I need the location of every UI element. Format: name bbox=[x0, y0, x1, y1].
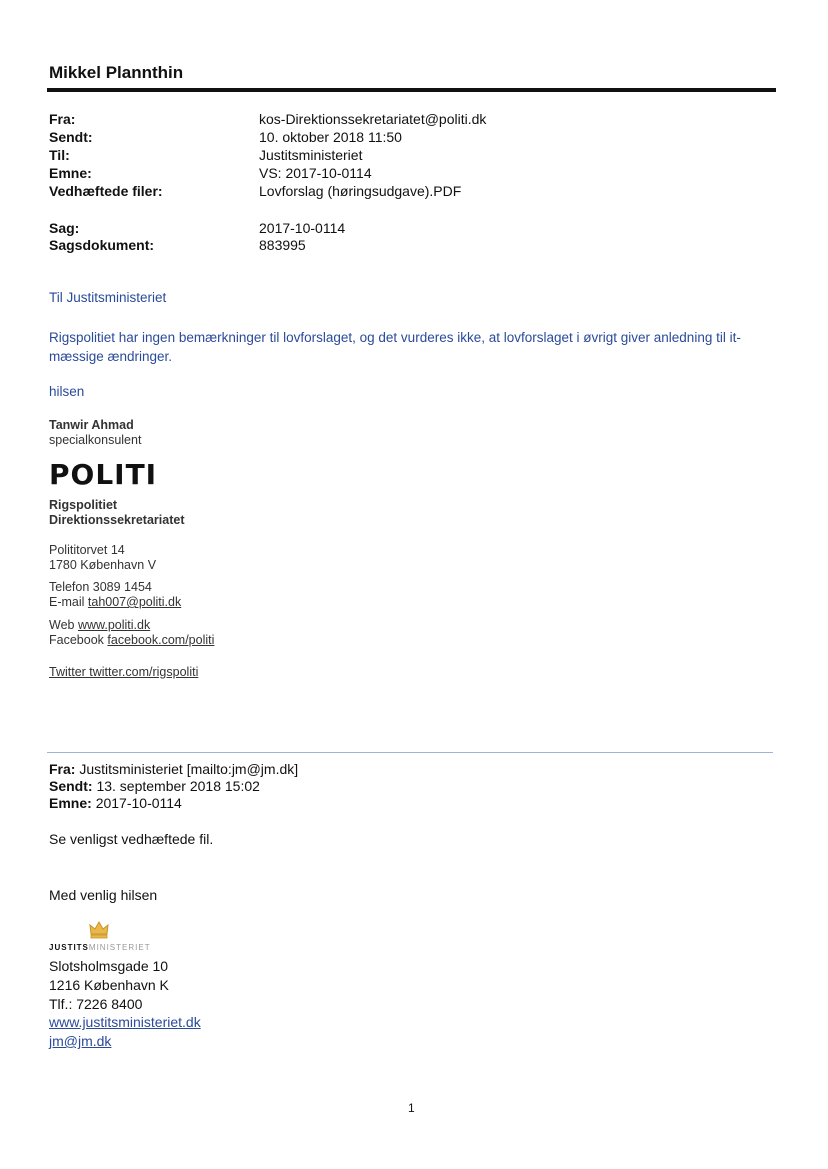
header-label: Til: bbox=[49, 147, 70, 163]
attachment-link[interactable]: Lovforslag (høringsudgave).PDF bbox=[259, 183, 462, 199]
forward-subject-value: 2017-10-0114 bbox=[95, 795, 182, 811]
header-label: Sendt: bbox=[49, 129, 93, 145]
signature-dept: Direktionssekretariatet bbox=[49, 513, 185, 527]
case-doc-value: 883995 bbox=[259, 237, 306, 253]
signature-title: specialkonsulent bbox=[49, 433, 142, 447]
header-label: Fra: bbox=[49, 111, 76, 127]
jm-phone: Tlf.: 7226 8400 bbox=[49, 996, 143, 1012]
header-label: Emne: bbox=[49, 165, 92, 181]
header-row-from bbox=[49, 111, 486, 127]
header-value: 10. oktober 2018 11:50 bbox=[259, 129, 402, 145]
email-link[interactable]: tah007@politi.dk bbox=[87, 595, 182, 609]
owner-name: Mikkel Plannthin bbox=[49, 63, 184, 82]
header-value: VS: 2017-10-0114 bbox=[259, 165, 372, 181]
page-number: 1 bbox=[408, 1101, 415, 1115]
header-row-attachments bbox=[49, 183, 461, 199]
web-link[interactable]: www.politi.dk bbox=[77, 618, 151, 632]
forward-closing: Med venlig hilsen bbox=[49, 887, 158, 903]
jm-email-link[interactable]: jm@jm.dk bbox=[49, 1033, 112, 1049]
header-rule bbox=[47, 88, 776, 92]
signature-city: 1780 København V bbox=[49, 558, 157, 572]
header-value: Justitsministeriet bbox=[259, 147, 363, 163]
message-body: Rigspolitiet har ingen bemærkninger til lovforslaget, og det vurderes ikke, at lovforslaget i øvrigt giver anledning til it-mæssige ændringer. bbox=[49, 330, 741, 364]
signature-org: Rigspolitiet bbox=[49, 498, 118, 512]
politi-logo: POLITI bbox=[49, 458, 158, 491]
signature-facebook-row bbox=[49, 633, 214, 647]
signature-street: Polititorvet 14 bbox=[49, 543, 125, 557]
jm-address-city: 1216 København K bbox=[49, 977, 169, 993]
forward-subject-row bbox=[49, 795, 182, 811]
header-row-sent bbox=[49, 129, 402, 145]
jm-web-link[interactable]: www.justitsministeriet.dk bbox=[49, 1014, 201, 1030]
signature-web-row bbox=[49, 618, 150, 632]
message-closing: hilsen bbox=[49, 384, 85, 399]
header-row-to bbox=[49, 147, 362, 163]
jm-brand-light: MINISTERIET bbox=[88, 943, 151, 952]
signature-email-row bbox=[49, 595, 181, 609]
case-label: Sag: bbox=[49, 220, 80, 236]
forward-from-row bbox=[49, 761, 298, 777]
facebook-prefix: Facebook bbox=[49, 633, 104, 647]
forward-subject-label: Emne: bbox=[49, 795, 92, 811]
jm-brand bbox=[49, 943, 151, 952]
facebook-link[interactable]: facebook.com/politi bbox=[107, 633, 215, 647]
header-label: Vedhæftede filer: bbox=[49, 183, 163, 199]
twitter-link[interactable]: Twitter twitter.com/rigspoliti bbox=[49, 665, 199, 679]
signature-name: Tanwir Ahmad bbox=[49, 418, 134, 432]
web-prefix: Web bbox=[49, 618, 75, 632]
forward-body: Se venligst vedhæftede fil. bbox=[49, 831, 214, 847]
case-doc-label: Sagsdokument: bbox=[49, 237, 155, 253]
case-value: 2017-10-0114 bbox=[259, 220, 346, 236]
forward-sent-row bbox=[49, 778, 260, 794]
forward-sent-label: Sendt: bbox=[49, 778, 93, 794]
forward-from-label: Fra: bbox=[49, 761, 76, 777]
message-greeting: Til Justitsministeriet bbox=[49, 290, 167, 305]
forward-sent-value: 13. september 2018 15:02 bbox=[96, 778, 260, 794]
signature-phone: Telefon 3089 1454 bbox=[49, 580, 152, 594]
crown-icon bbox=[88, 918, 110, 940]
header-row-subject bbox=[49, 165, 372, 181]
case-doc-row bbox=[49, 237, 306, 253]
jm-brand-bold: JUSTITS bbox=[49, 943, 89, 952]
forward-from-value: Justitsministeriet [mailto:jm@jm.dk] bbox=[79, 761, 299, 777]
case-row bbox=[49, 220, 345, 236]
header-value: kos-Direktionssekretariatet@politi.dk bbox=[259, 111, 487, 127]
jm-address-street: Slotsholmsgade 10 bbox=[49, 958, 169, 974]
forward-separator bbox=[47, 752, 773, 753]
email-prefix: E-mail bbox=[49, 595, 85, 609]
